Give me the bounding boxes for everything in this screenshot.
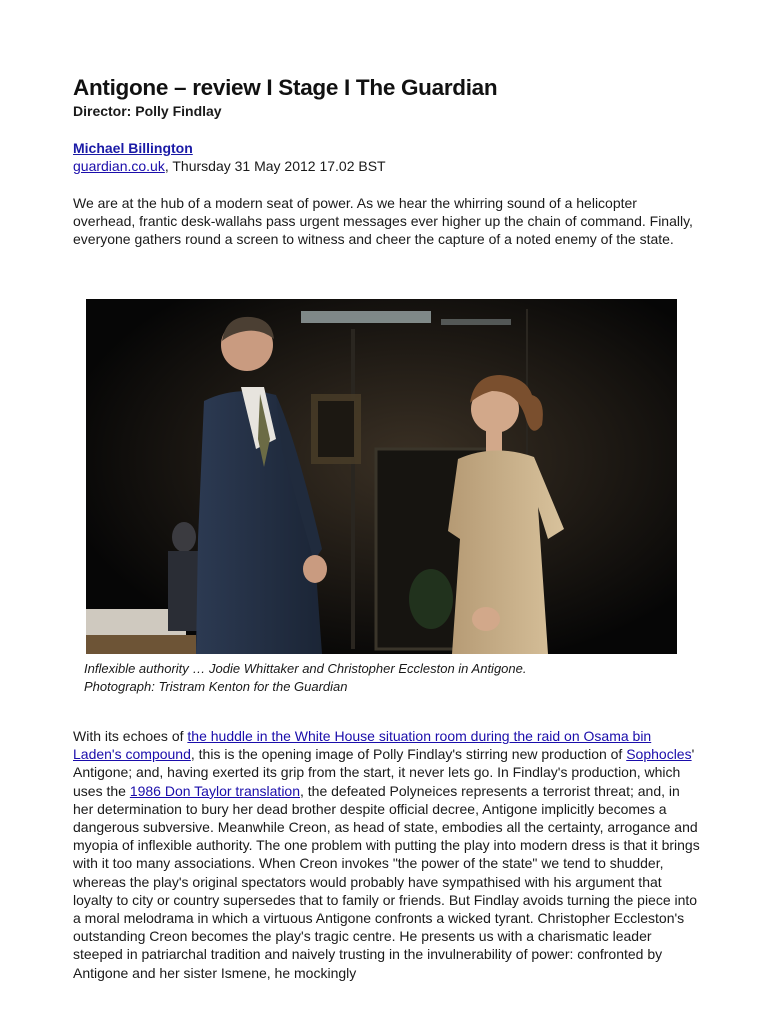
stage-photo-illustration: [86, 299, 677, 654]
dateline: [73, 157, 703, 175]
source-link[interactable]: guardian.co.uk: [73, 158, 165, 174]
body-text-2: , this is the opening image of Polly Findlay's stirring new production of: [190, 746, 627, 763]
dateline-text: , Thursday 31 May 2012 17.02 BST: [164, 158, 386, 174]
body-paragraph: [73, 727, 703, 982]
subtitle: Director: Polly Findlay: [73, 103, 222, 119]
caption-line-1: Inflexible authority … Jodie Whittaker and Christopher Eccleston in Antigone.: [84, 661, 527, 676]
author-link[interactable]: Michael Billington: [73, 140, 193, 156]
photo-caption: [84, 660, 684, 695]
caption-credit: Photograph: Tristram Kenton for the Guardian: [84, 678, 348, 694]
body-text-4: , the defeated Polyneices represents a terrorist threat; and, in her determination to bury her dead brother despite official decree, Antigone implicitly becomes a dangerous subversive. Meanwhile Creon, as head of state, embodies all the certainty, arrogance and myopia of inflexible authority. The one problem with putting the play into modern dress is that it brings with it too many associations. When Creon invokes "the power of the state" we tend to shudder, whereas the play's original spectators would probably have sympathised with his argument that loyalty to city or country supersedes that to family or friends. But Findlay avoids turning the piece into a moral melodrama in which a virtuous Antigone confronts a wicked tyrant. Christopher Eccleston's outstanding Creon becomes the play's tragic centre. He presents us with a charismatic leader steeped in patriarchal tradition and naively trusting in the invulnerability of power: confronted by Antigone and her sister Ismene, he mockingly: [73, 782, 700, 981]
article-header: [73, 74, 703, 249]
page-title: Antigone – review I Stage I The Guardian: [73, 75, 498, 100]
body-text-1: With its echoes of: [73, 728, 188, 744]
body-text-3: ' Antigone; and, having exerted its grip from the start, it never lets go. In Findlay's production, which uses the: [73, 746, 695, 799]
intro-paragraph: We are at the hub of a modern seat of power. As we hear the whirring sound of a helicopter overhead, frantic desk-wallahs pass urgent messages ever higher up the chain of command. Finally, everyone gathers round a screen to witness and cheer the capture of a noted enemy of the state.: [73, 195, 693, 248]
article-photo: [86, 299, 677, 654]
sophocles-link[interactable]: Sophocles: [626, 746, 692, 763]
byline: [73, 139, 703, 157]
white-house-link[interactable]: the huddle in the White House situation room during the raid on Osama bin Laden's compound: [73, 728, 652, 763]
translation-link[interactable]: 1986 Don Taylor translation: [129, 782, 301, 799]
